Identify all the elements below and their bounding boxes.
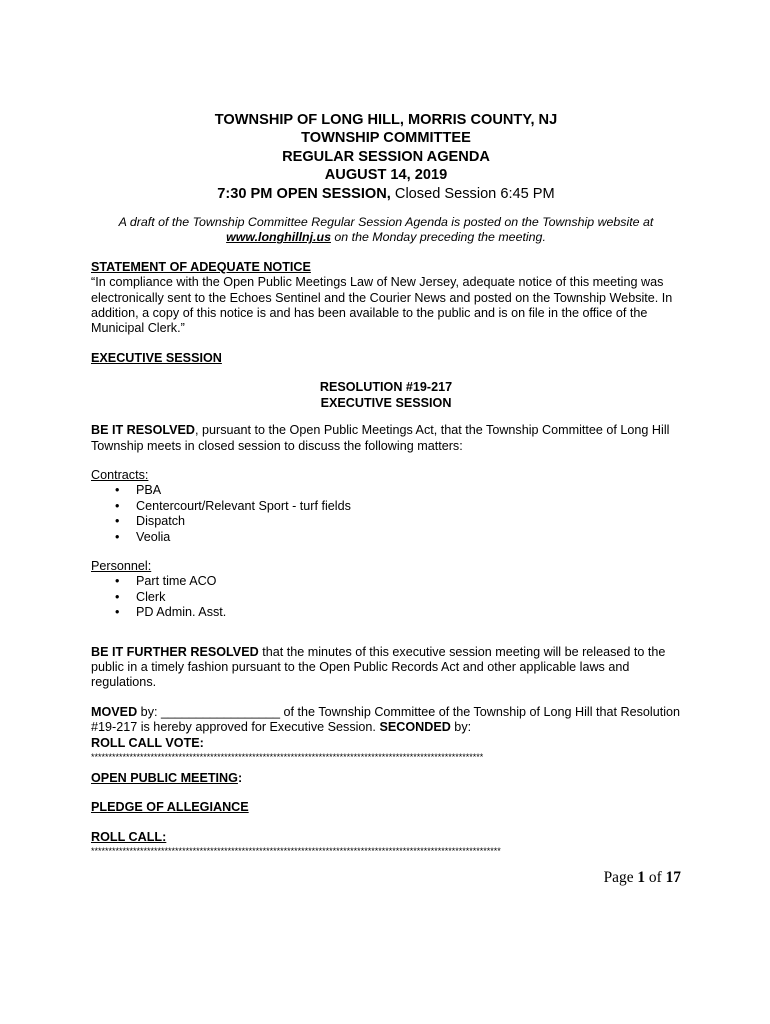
list-item: • PBA — [91, 483, 681, 498]
agenda-header — [91, 111, 681, 203]
list-item: • PD Admin. Asst. — [91, 605, 681, 620]
website-link[interactable]: www.longhillnj.us — [226, 230, 331, 245]
resolved-paragraph — [91, 423, 681, 454]
draft-notice — [91, 215, 681, 246]
seconded-text: by: — [450, 720, 472, 735]
header-committee: TOWNSHIP COMMITTEE — [301, 130, 471, 147]
adequate-notice-title: STATEMENT OF ADEQUATE NOTICE — [91, 259, 311, 274]
list-item: • Veolia — [91, 530, 681, 545]
header-township: TOWNSHIP OF LONG HILL, MORRIS COUNTY, NJ — [214, 112, 558, 128]
seconded-label: SECONDED — [379, 720, 451, 735]
open-meeting-heading — [91, 771, 681, 786]
executive-session-title: EXECUTIVE SESSION — [91, 350, 222, 365]
further-resolved-text: that the minutes of this executive session meeting will be released to the public in a timely fashion pursuant to the Open Public Records Act and other applicable laws and regulations. — [91, 644, 666, 690]
page-word: Page — [603, 869, 638, 886]
page-total: 17 — [665, 869, 681, 886]
separator-stars: ********************************************************************************************************************* — [91, 846, 501, 857]
list-item: • Centercourt/Relevant Sport - turf fields — [91, 499, 681, 514]
resolution-number: RESOLUTION #19-217 — [319, 380, 453, 395]
moved-text: by: _________________ of the Township Committee of the Township of Long Hill that Resolution #19-217 is hereby approved for Executive Session. — [91, 704, 681, 735]
header-session-times — [91, 185, 681, 203]
resolved-text: , pursuant to the Open Public Meetings Act, that the Township Committee of Long Hill Township meets in closed session to discuss the following matters: — [91, 423, 670, 453]
moved-paragraph — [91, 705, 681, 736]
pledge-title: PLEDGE OF ALLEGIANCE — [91, 800, 249, 815]
page-number: 1 — [637, 869, 646, 886]
header-agenda-type: REGULAR SESSION AGENDA — [282, 148, 490, 165]
open-session-time: 7:30 PM OPEN SESSION, — [217, 185, 391, 202]
resolution-title: EXECUTIVE SESSION — [320, 395, 452, 410]
list-item: • Clerk — [91, 590, 681, 605]
draft-text-end: on the Monday preceding the meeting. — [330, 230, 546, 245]
separator-stars: **************************************************************************************************************** — [91, 752, 484, 762]
moved-label: MOVED — [91, 704, 138, 719]
of-word: of — [645, 869, 666, 886]
personnel-list — [91, 574, 681, 620]
resolved-label: BE IT RESOLVED — [91, 423, 196, 438]
closed-session-time: Closed Session 6:45 PM — [390, 185, 555, 202]
header-date: AUGUST 14, 2019 — [324, 167, 448, 184]
personnel-label: Personnel: — [91, 558, 152, 573]
contracts-list — [91, 483, 681, 545]
contracts-label: Contracts: — [91, 467, 149, 482]
list-item: • Dispatch — [91, 514, 681, 529]
open-meeting-colon: : — [237, 771, 243, 785]
further-resolved-paragraph — [91, 645, 681, 691]
roll-call-vote: ROLL CALL VOTE: — [91, 735, 204, 750]
draft-text: A draft of the Township Committee Regular Session Agenda is posted on the Township website at — [118, 215, 654, 230]
adequate-notice-body: “In compliance with the Open Public Meetings Law of New Jersey, adequate notice of this meeting was electronically sent to the Echoes Sentinel and the Courier News and posted on the Township Website. In addition, a copy of this notice is and has been available to the public and is on file in the office of the Municipal Clerk.” — [91, 275, 673, 336]
further-resolved-label: BE IT FURTHER RESOLVED — [91, 644, 259, 659]
page-content — [91, 111, 681, 857]
roll-call-title: ROLL CALL: — [91, 829, 167, 844]
list-item: • Part time ACO — [91, 574, 681, 589]
page-footer — [0, 870, 681, 885]
open-meeting-title: OPEN PUBLIC MEETING — [91, 771, 238, 785]
